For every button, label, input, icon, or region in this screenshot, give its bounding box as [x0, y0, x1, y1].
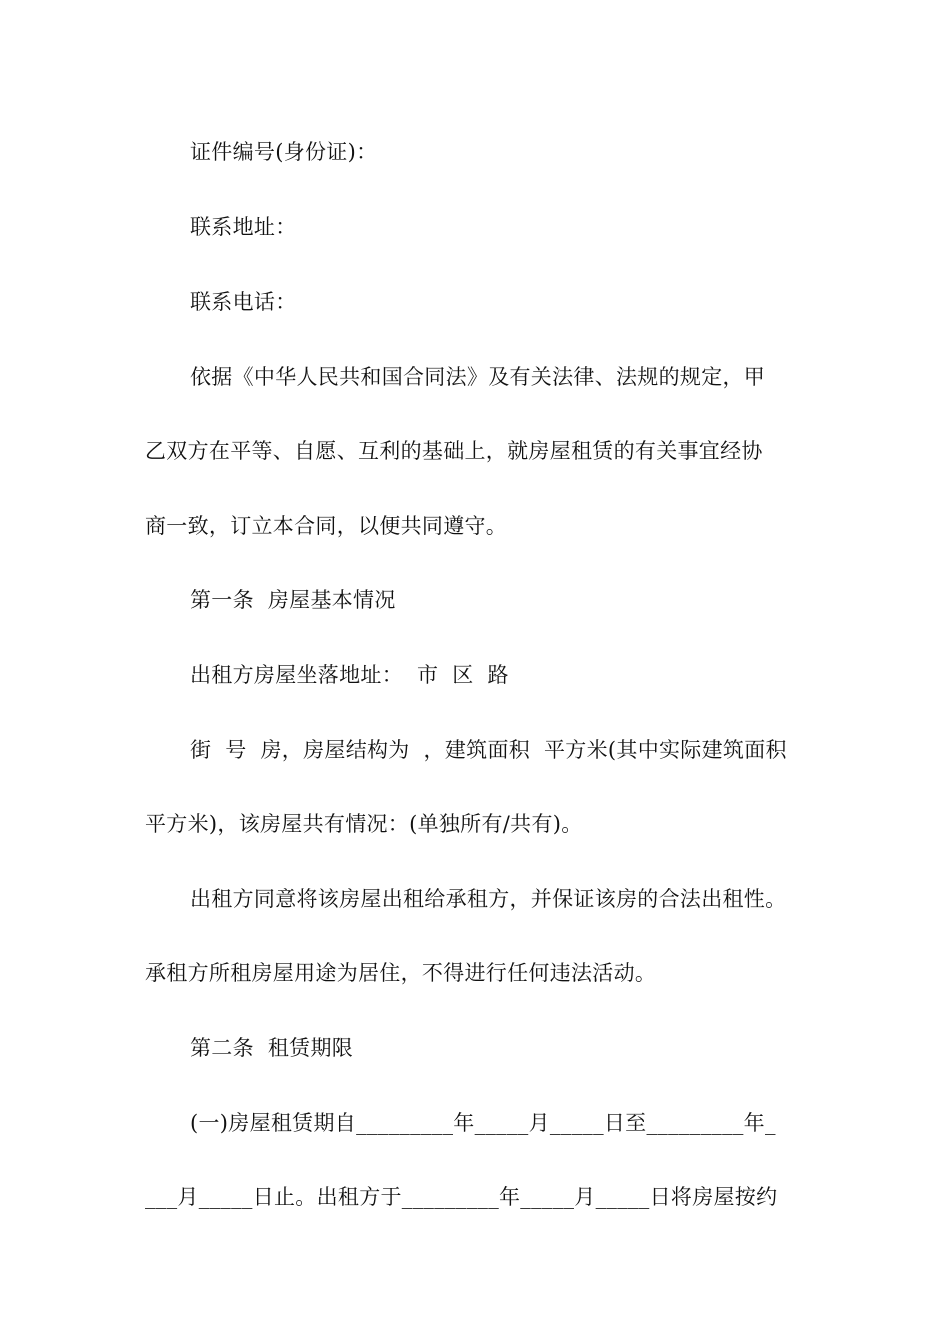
property-address-line: 出租方房屋坐落地址： 市 区 路	[190, 663, 509, 687]
usage-purpose-line: 承租方所租房屋用途为居住，不得进行任何违法活动。	[145, 961, 657, 985]
contact-address-label: 联系地址：	[190, 215, 297, 239]
lease-term-line-2: ___月_____日止。出租方于_________年_____月_____日将房屋按约	[145, 1185, 778, 1209]
preamble-line-2: 乙双方在平等、自愿、互利的基础上，就房屋租赁的有关事宜经协	[145, 439, 763, 463]
contact-phone-label: 联系电话：	[190, 290, 297, 314]
property-structure-line-2: 平方米)，该房屋共有情况：(单独所有/共有)。	[145, 812, 583, 836]
lessor-consent-line: 出租方同意将该房屋出租给承租方，并保证该房的合法出租性。	[190, 887, 787, 911]
preamble-line-3: 商一致，订立本合同，以便共同遵守。	[145, 514, 508, 538]
lease-term-line-1: (一)房屋租赁期自_________年_____月_____日至_________年_	[190, 1111, 776, 1135]
property-structure-line-1: 街 号 房，房屋结构为 ，建筑面积 平方米(其中实际建筑面积	[190, 738, 787, 762]
article-one-heading: 第一条 房屋基本情况	[190, 588, 396, 612]
id-number-label: 证件编号(身份证)：	[190, 140, 378, 164]
preamble-line-1: 依据《中华人民共和国合同法》及有关法律、法规的规定，甲	[190, 365, 766, 389]
article-two-heading: 第二条 租赁期限	[190, 1036, 354, 1060]
